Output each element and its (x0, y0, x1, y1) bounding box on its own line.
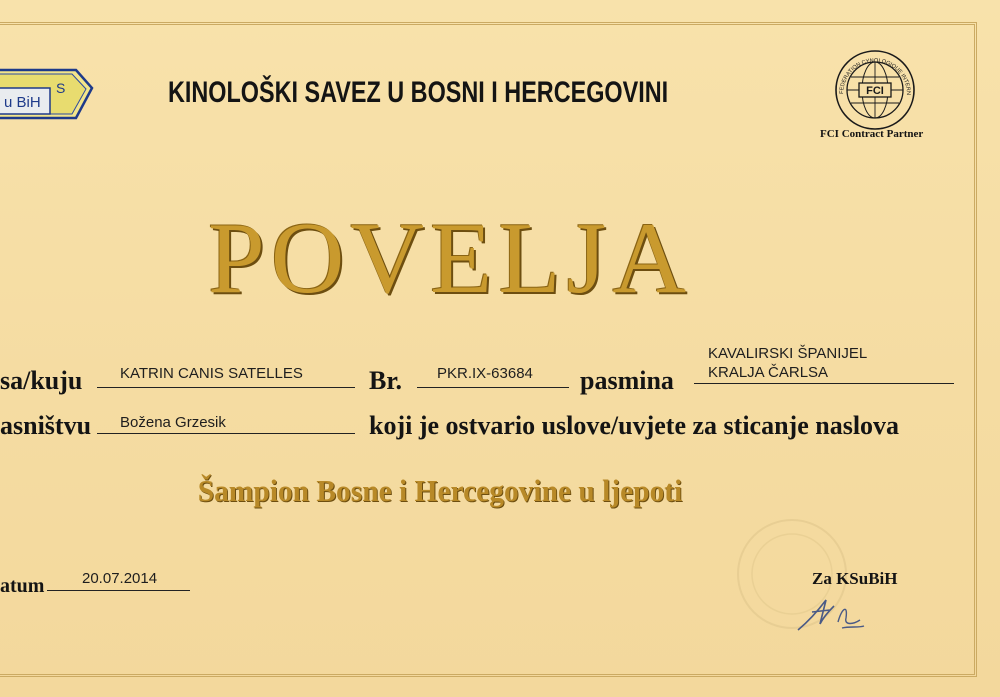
logo-badge: S (56, 80, 66, 96)
fci-logo-text: FCI (866, 85, 884, 97)
fci-ring-text: FEDERATION CYNOLOGIQUE INTERN (838, 57, 912, 96)
owner-line (97, 433, 355, 434)
date-line (47, 590, 190, 591)
certificate-title: POVELJA (207, 202, 693, 315)
issue-date: 20.07.2014 (82, 570, 158, 587)
logo-text: u BiH (4, 94, 41, 111)
label-reg-no: Br. (369, 366, 402, 395)
label-dog: sa/kuju (0, 366, 83, 395)
label-date: atum (0, 575, 45, 597)
association-logo (0, 66, 94, 128)
dog-name-line (97, 387, 355, 388)
label-owner: asništvu (0, 411, 92, 440)
registration-number: PKR.IX-63684 (437, 365, 533, 382)
organization-name: KINOLOŠKI SAVEZ U BOSNI I HERCEGOVINI (168, 76, 669, 109)
breed-line-2: KRALJA ČARLSA (708, 364, 829, 381)
honor-title: Šampion Bosne i Hercegovine u ljepoti (197, 473, 683, 508)
fci-caption: FCI Contract Partner (820, 128, 924, 140)
label-breed: pasmina (580, 366, 674, 395)
reg-no-line (417, 387, 569, 388)
breed-line-1: KAVALIRSKI ŠPANIJEL (708, 345, 868, 362)
dog-name: KATRIN CANIS SATELLES (120, 365, 303, 382)
issuer-label: Za KSuBiH (812, 569, 898, 588)
signature (790, 590, 880, 638)
owner-name: Božena Grzesik (120, 414, 226, 431)
fci-globe-icon (833, 48, 917, 132)
breed-line (694, 383, 954, 384)
label-conditions: koji je ostvario uslove/uvjete za sticanje naslova (369, 411, 900, 440)
